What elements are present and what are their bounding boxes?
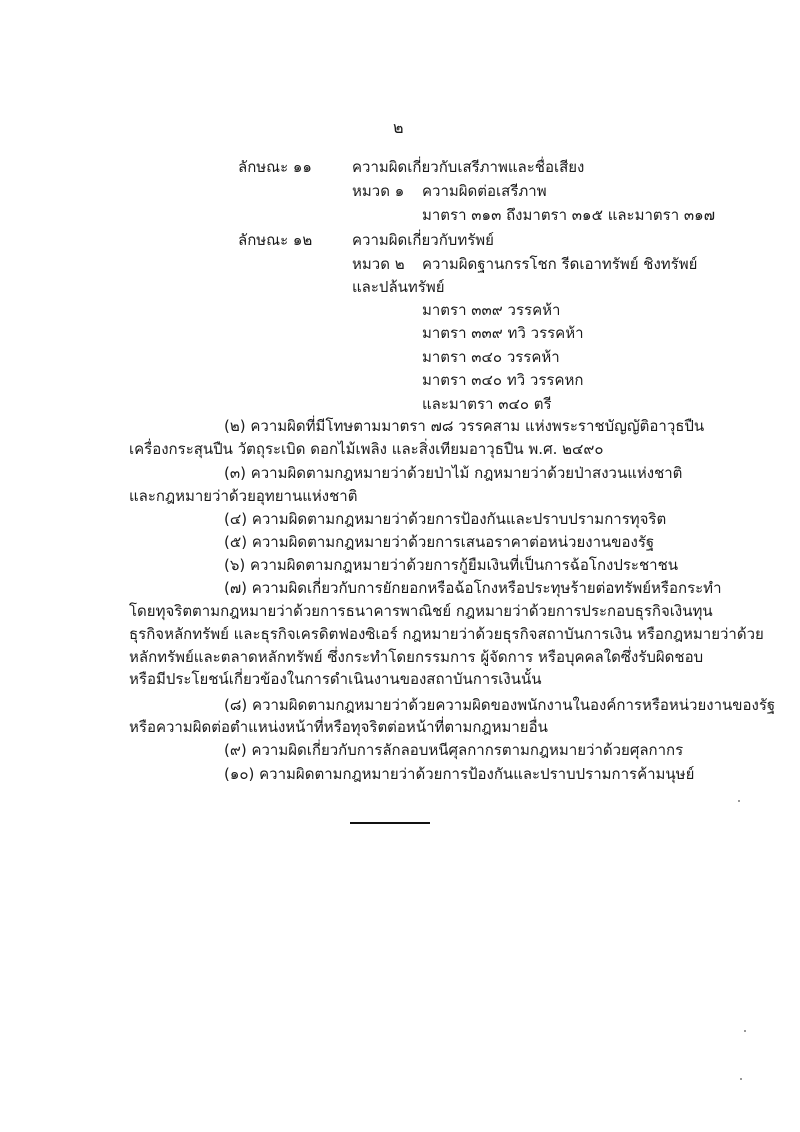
item-2-line-2: เครื่องกระสุนปืน วัตถุระเบิด ดอกไม้เพลิง และสิ่งเทียมอาวุธปืน พ.ศ. ๒๔๙๐ (129, 440, 604, 458)
item-8-line-2: หรือความผิดต่อตำแหน่งหน้าที่หรือทุจริตต่อหน้าที่ตามกฎหมายอื่น (129, 718, 548, 736)
item-4: (๔) ความผิดตามกฎหมายว่าด้วยการป้องกันและปราบปรามการทุจริต (224, 510, 667, 528)
scan-speck (738, 800, 740, 802)
section-2-title: ความผิดฐานกรรโชก รีดเอาทรัพย์ ชิงทรัพย์ (422, 255, 698, 273)
section-2-title-continued: และปล้นทรัพย์ (352, 278, 445, 296)
chapter-11-label: ลักษณะ ๑๑ (238, 158, 312, 176)
item-8-line-1: (๘) ความผิดตามกฎหมายว่าด้วยความผิดของพนักงานในองค์การหรือหน่วยงานของรัฐ (224, 696, 776, 714)
article-item: มาตรา ๓๓๙ ทวิ วรรคห้า (422, 324, 584, 342)
scan-speck (744, 1030, 746, 1032)
chapter-12-title: ความผิดเกี่ยวกับทรัพย์ (352, 231, 494, 249)
item-3-line-2: และกฎหมายว่าด้วยอุทยานแห่งชาติ (129, 487, 358, 505)
item-7-line-4: หลักทรัพย์และตลาดหลักทรัพย์ ซึ่งกระทำโดยกรรมการ ผู้จัดการ หรือบุคคลใดซึ่งรับผิดชอบ (129, 648, 704, 666)
scan-speck (740, 1078, 742, 1080)
item-6: (๖) ความผิดตามกฎหมายว่าด้วยการกู้ยืมเงินที่เป็นการฉ้อโกงประชาชน (224, 556, 679, 574)
item-7-line-5: หรือมีประโยชน์เกี่ยวข้องในการดำเนินงานของสถาบันการเงินนั้น (129, 670, 542, 688)
item-2-line-1: (๒) ความผิดที่มีโทษตามมาตรา ๗๘ วรรคสาม แห่งพระราชบัญญัติอาวุธปืน (224, 417, 705, 435)
section-1-title: ความผิดต่อเสรีภาพ (422, 182, 547, 200)
page-number: ๒ (393, 118, 404, 137)
item-3-line-1: (๓) ความผิดตามกฎหมายว่าด้วยป่าไม้ กฎหมายว่าด้วยป่าสงวนแห่งชาติ (224, 464, 683, 482)
item-7-line-3: ธุรกิจหลักทรัพย์ และธุรกิจเครดิตฟองซิเอร์ กฎหมายว่าด้วยธุรกิจสถาบันการเงิน หรือกฎหมายว่าด้วย (129, 625, 764, 643)
item-7-line-2: โดยทุจริตตามกฎหมายว่าด้วยการธนาคารพาณิชย์ กฎหมายว่าด้วยการประกอบธุรกิจเงินทุน (129, 602, 713, 620)
item-7-line-1: (๗) ความผิดเกี่ยวกับการยักยอกหรือฉ้อโกงหรือประทุษร้ายต่อทรัพย์หรือกระทำ (224, 579, 722, 597)
article-item: และมาตรา ๓๔๐ ตรี (422, 395, 552, 413)
item-9: (๙) ความผิดเกี่ยวกับการลักลอบหนีศุลกากรตามกฎหมายว่าด้วยศุลกากร (224, 741, 684, 759)
chapter-11-title: ความผิดเกี่ยวกับเสรีภาพและชื่อเสียง (352, 158, 585, 176)
closing-divider (350, 822, 430, 824)
chapter-11-articles: มาตรา ๓๑๓ ถึงมาตรา ๓๑๕ และมาตรา ๓๑๗ (422, 206, 715, 224)
chapter-12-label: ลักษณะ ๑๒ (238, 231, 313, 249)
article-item: มาตรา ๓๔๐ วรรคห้า (422, 348, 560, 366)
item-10: (๑๐) ความผิดตามกฎหมายว่าด้วยการป้องกันและปราบปรามการค้ามนุษย์ (224, 765, 695, 783)
article-item: มาตรา ๓๓๙ วรรคห้า (422, 301, 561, 319)
item-5: (๕) ความผิดตามกฎหมายว่าด้วยการเสนอราคาต่อหน่วยงานของรัฐ (224, 533, 655, 551)
section-1-label: หมวด ๑ (352, 182, 405, 200)
section-2-label: หมวด ๒ (352, 255, 405, 273)
article-item: มาตรา ๓๔๐ ทวิ วรรคหก (422, 371, 584, 389)
